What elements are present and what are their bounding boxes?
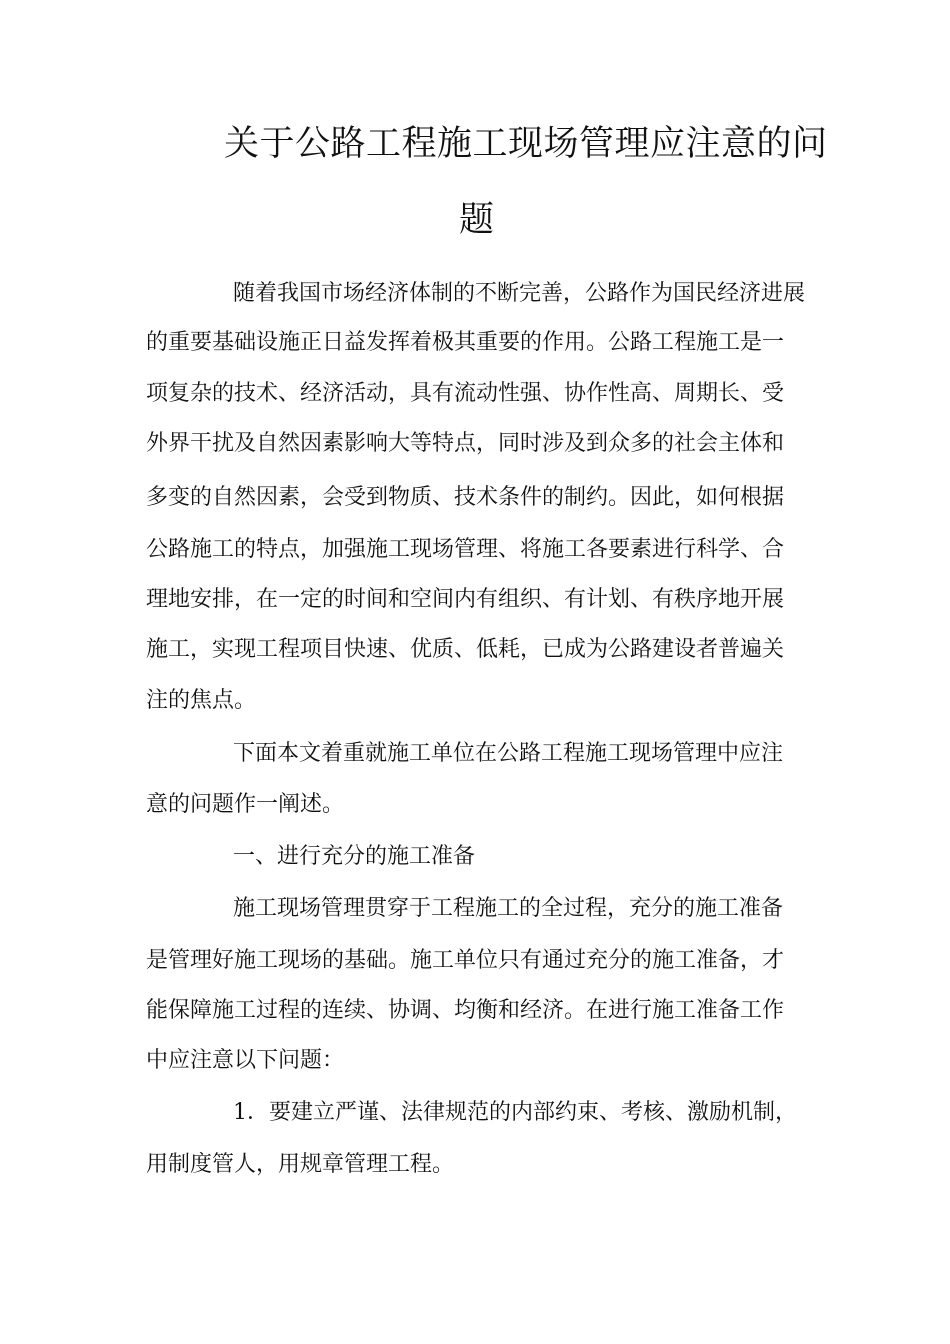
paragraph-1-line-3: 项复杂的技术、经济活动，具有流动性强、协作性高、周期长、受	[146, 381, 785, 406]
paragraph-3-line-2: 是管理好施工现场的基础。施工单位只有通过充分的施工准备，才	[146, 948, 785, 973]
paragraph-1-line-6: 公路施工的特点，加强施工现场管理、将施工各要素进行科学、合	[146, 537, 785, 562]
section-1-heading: 一、进行充分的施工准备	[233, 844, 476, 869]
paragraph-1-line-4: 外界干扰及自然因素影响大等特点，同时涉及到众多的社会主体和	[146, 431, 785, 456]
paragraph-1-line-2: 的重要基础设施正日益发挥着极其重要的作用。公路工程施工是一	[146, 330, 785, 355]
paragraph-3-line-3: 能保障施工过程的连续、协调、均衡和经济。在进行施工准备工作	[146, 998, 785, 1023]
document-title-line-1: 关于公路工程施工现场管理应注意的问	[224, 124, 828, 164]
paragraph-1-line-9: 注的焦点。	[146, 688, 257, 713]
paragraph-1-line-7: 理地安排，在一定的时间和空间内有组织、有计划、有秩序地开展	[146, 587, 785, 612]
document-title-line-2: 题	[459, 200, 495, 240]
paragraph-3-line-1: 施工现场管理贯穿于工程施工的全过程，充分的施工准备	[233, 896, 784, 921]
list-item-1-line-2: 用制度管人，用规章管理工程。	[146, 1152, 455, 1177]
list-item-1-line-1: 1．要建立严谨、法律规范的内部约束、考核、激励机制，	[233, 1100, 797, 1125]
paragraph-1-line-8: 施工，实现工程项目快速、优质、低耗，已成为公路建设者普遍关	[146, 637, 785, 662]
paragraph-1-line-5: 多变的自然因素，会受到物质、技术条件的制约。因此，如何根据	[146, 485, 785, 510]
paragraph-2-line-2: 意的问题作一阐述。	[146, 792, 345, 817]
paragraph-2-line-1: 下面本文着重就施工单位在公路工程施工现场管理中应注	[233, 741, 784, 766]
paragraph-1-line-1: 随着我国市场经济体制的不断完善，公路作为国民经济进展	[233, 281, 806, 306]
paragraph-3-line-4: 中应注意以下问题：	[146, 1048, 345, 1073]
